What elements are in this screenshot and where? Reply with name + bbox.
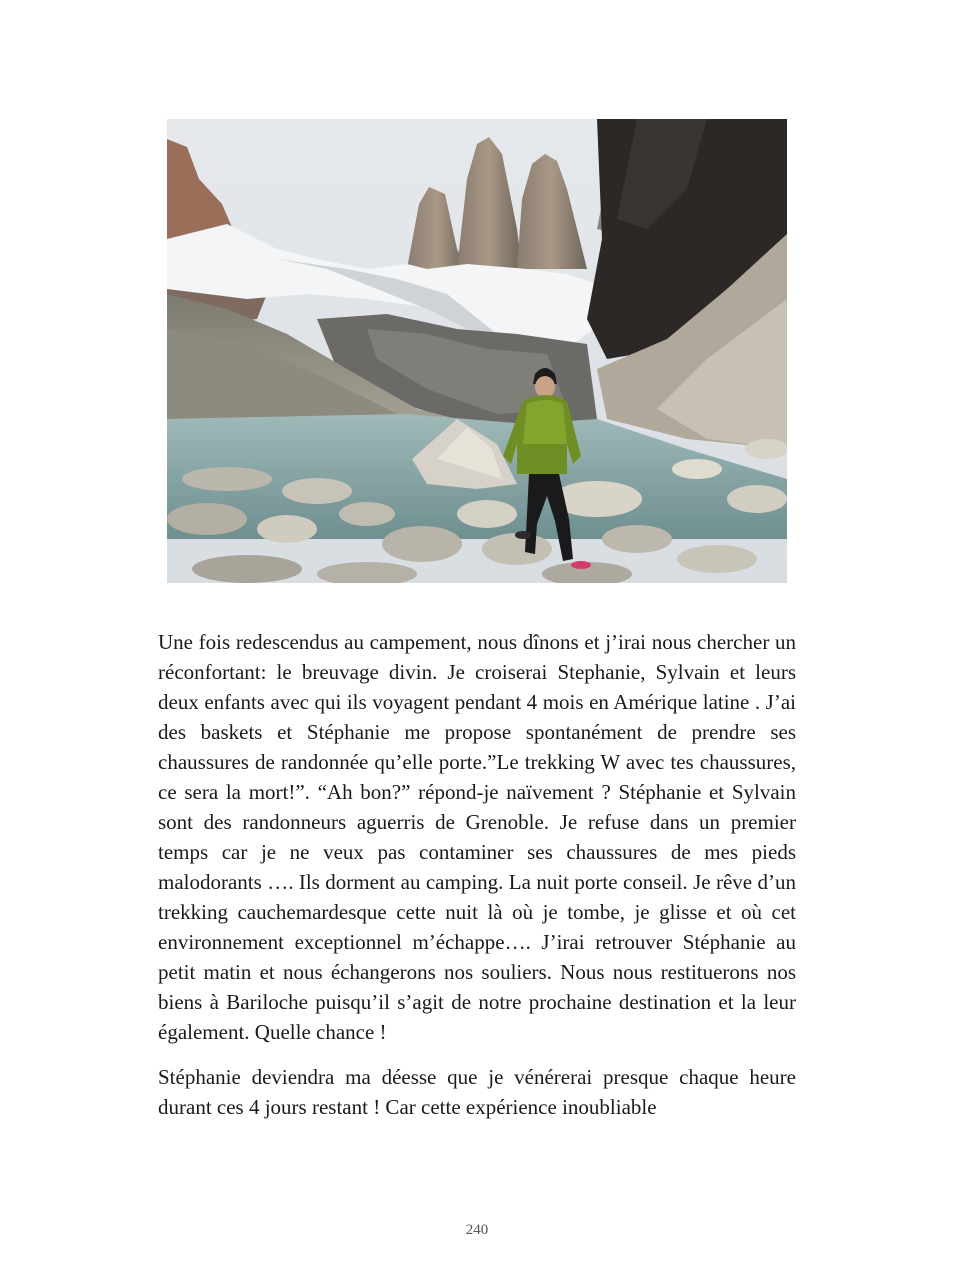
mountain-lake-photo	[167, 119, 787, 583]
body-text	[158, 627, 796, 1137]
paragraph: Stéphanie deviendra ma déesse que je vénérerai presque chaque heure durant ces 4 jours restant ! Car cette expérience inoubliable	[158, 1065, 796, 1119]
page-number: 240	[465, 1222, 489, 1238]
paragraph: Une fois redescendus au campement, nous dînons et j’irai nous chercher un réconfortant: le breuvage divin. Je croiserai Stephanie, Sylvain et leurs deux enfants avec qui ils voyagent pendant 4 mois en Amérique latine . J’ai des baskets et Stéphanie me propose spontanément de prendre ses chaussures de randonnée qu’elle porte.”Le trekking W avec tes chaussures, ce sera la mort!”. “Ah bon?” répond-je naïvement ? Stéphanie et Sylvain sont des randonneurs aguerris de Grenoble. Je refuse dans un premier temps car je ne veux pas contaminer ses chaussures de mes pieds malodorants …. Ils dorment au camping. La nuit porte conseil. Je rêve d’un trekking cauchemardesque cette nuit là où je tombe, je glisse et où cet environnement exceptionnel m’échappe…. J’irai retrouver Stéphanie au petit matin et nous échangerons nos souliers. Nous nous restituerons nos biens à Bariloche puisqu’il s’agit de notre prochaine destination et la leur également. Quelle chance !	[158, 630, 796, 1044]
